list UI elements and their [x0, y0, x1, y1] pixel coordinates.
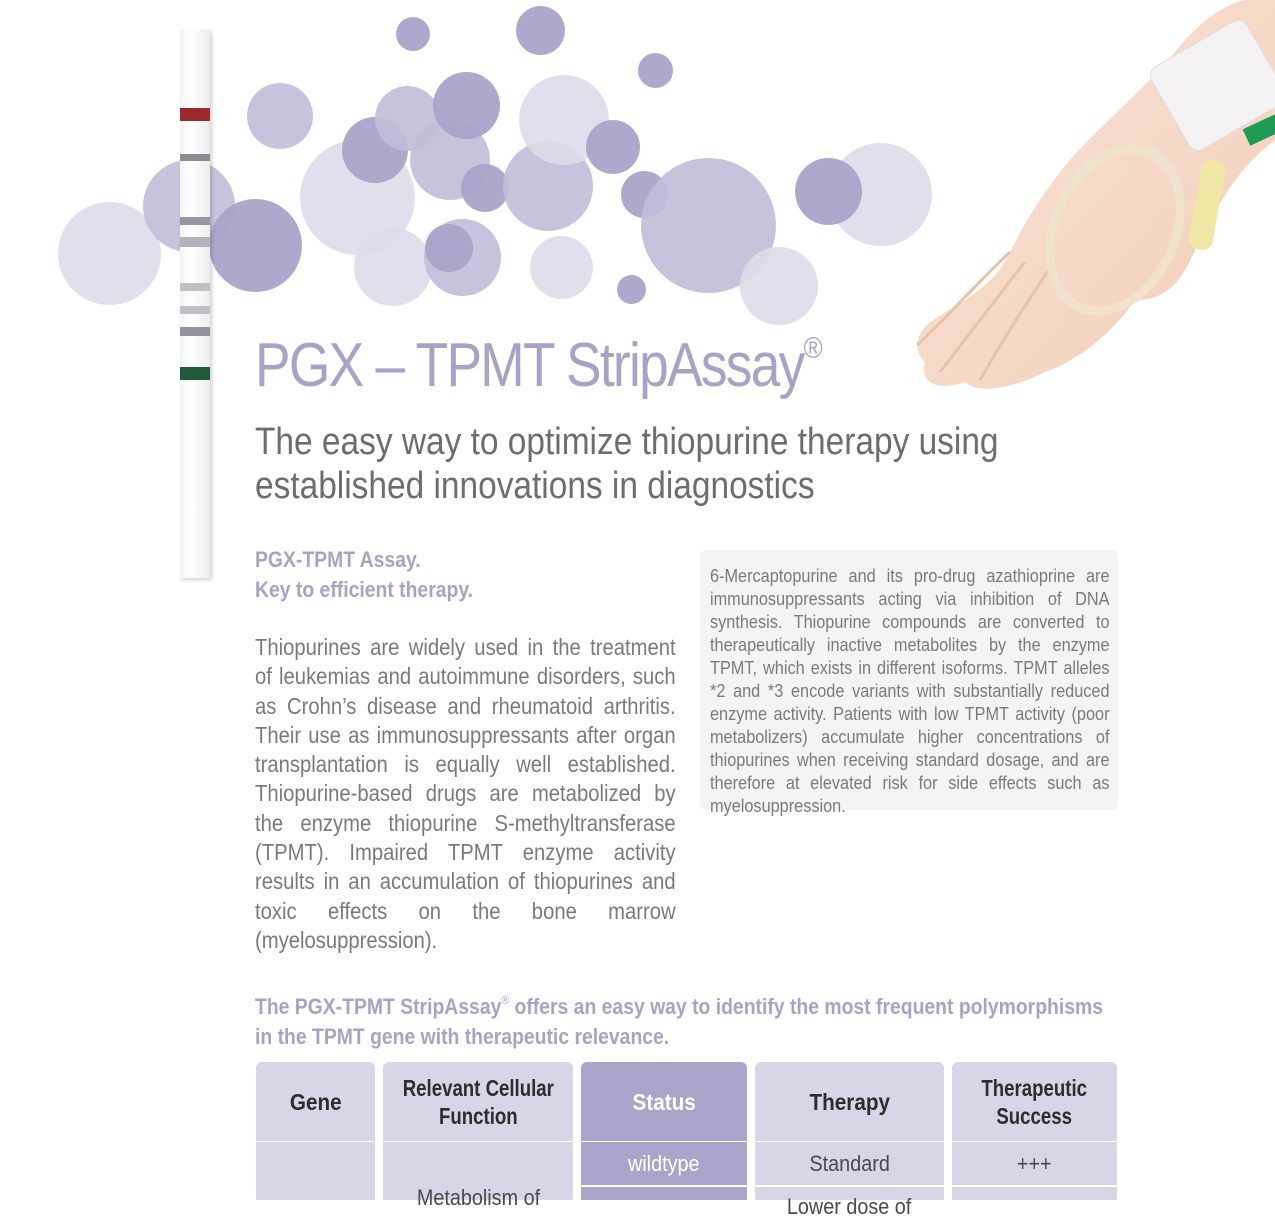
strip-band-red [180, 108, 210, 121]
product-subtitle: The easy way to optimize thiopurine therapy using established innovations in diagnostics [255, 421, 999, 507]
table-cell-status [581, 1187, 747, 1200]
table-cell-gene [256, 1142, 375, 1200]
info-box-text: 6-Mercaptopurine and its pro-drug azathioprine are immunosuppressants acting via inhibition of DNA synthesis. Thiopurine compounds are converted to therapeutically inactive metabolites by the enzyme TPMT, which exists in different isoforms. TPMT alleles *2 and *3 encode variants with substantially reduced enzyme activity. Patients with low TPMT activity (poor metabolizers) accumulate higher concentrations of thiopurines when receiving standard dosage, and are therefore at elevated risk for side effects such as myelosuppression. [710, 565, 1110, 816]
test-strip-image [180, 30, 210, 578]
section-heading: PGX-TPMT Assay. Key to efficient therapy. [255, 547, 474, 602]
table-cell-therapy: Lower dose of [755, 1187, 944, 1200]
strip-band-green [180, 367, 210, 380]
table-header-status: Status [581, 1062, 747, 1141]
offer-heading: The PGX-TPMT StripAssay® offers an easy way to identify the most frequent polymorphisms in the TPMT gene with therapeutic relevance. [255, 993, 1103, 1049]
table-header-gene: Gene [256, 1062, 375, 1141]
table-cell-success: +++ [952, 1142, 1117, 1185]
table-header-success: Therapeutic Success [952, 1062, 1117, 1141]
table-cell-function: Metabolism of [383, 1142, 573, 1200]
table-cell-success [952, 1187, 1117, 1200]
table-cell-status: wildtype [581, 1142, 747, 1185]
section-body-text: Thiopurines are widely used in the treatment of leukemias and autoimmune disorders, such as Crohn’s disease and rheumatoid arthritis. Their use as immunosuppressants after organ transplantation is equally well established. Thiopurine-based drugs are metabolized by the enzyme thiopurine S-methyltransferase (TPMT). Impaired TPMT enzyme activity results in an accumulation of thiopurines and toxic effects on the bone marrow (myelosuppression). [255, 634, 676, 953]
table-header-function: Relevant Cellular Function [383, 1062, 573, 1141]
table-cell-therapy: Standard [755, 1142, 944, 1185]
hand-with-iv-image [895, 0, 1275, 410]
table-header-therapy: Therapy [755, 1062, 944, 1141]
product-title: PGX – TPMT StripAssay® [255, 331, 823, 400]
